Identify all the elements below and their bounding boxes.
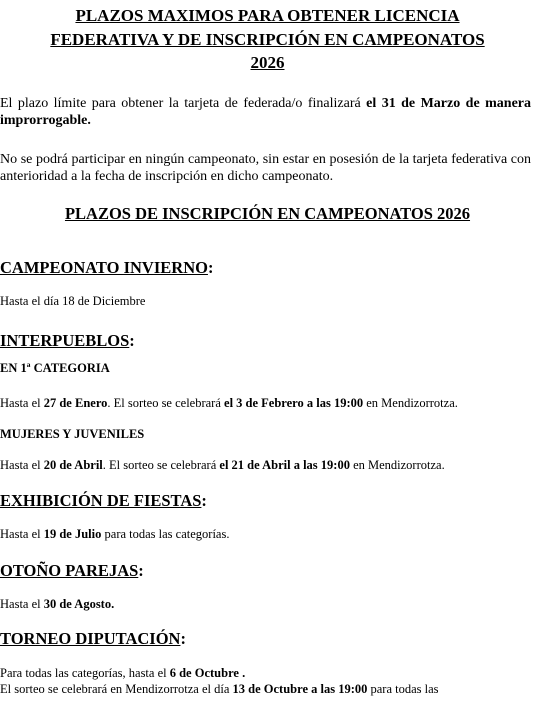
text-fragment: Hasta el: [0, 597, 44, 611]
diputacion-details-line-2: [0, 682, 439, 697]
text-fragment: en Mendizorrotza.: [363, 396, 458, 410]
section-heading-invierno: [0, 258, 213, 278]
interpueblos-category-1-details: [0, 396, 458, 411]
text-fragment: Hasta el: [0, 527, 44, 541]
doc-title-line-1: PLAZOS MAXIMOS PARA OBTENER LICENCIA: [75, 6, 460, 25]
text-fragment: para todas las: [367, 682, 439, 696]
section-subtitle: PLAZOS DE INSCRIPCIÓN EN CAMPEONATOS 2026: [64, 204, 471, 223]
heading-colon: :: [201, 491, 207, 510]
heading-fiestas-text: EXHIBICIÓN DE FIESTAS: [0, 491, 202, 510]
fiestas-details: [0, 527, 229, 542]
text-fragment: El sorteo se celebrará en Mendizorrotza el día: [0, 682, 233, 696]
text-fragment: Hasta el: [0, 458, 44, 472]
heading-otono-text: OTOÑO PAREJAS: [0, 561, 139, 580]
draw-date: el 3 de Febrero a las 19:00: [224, 396, 364, 410]
section-heading-diputacion: [0, 629, 186, 649]
heading-invierno-text: CAMPEONATO INVIERNO: [0, 258, 208, 277]
deadline-date: 19 de Julio: [43, 527, 102, 541]
section-heading-interpueblos: [0, 331, 135, 351]
text-fragment: . El sorteo se celebrará: [102, 458, 220, 472]
draw-date: el 21 de Abril a las 19:00: [219, 458, 350, 472]
intro-paragraph-2: No se podrá participar en ningún campeonato, sin estar en posesión de la tarjeta federativa con anterioridad a la fecha de inscripción en dicho campeonato.: [0, 152, 531, 184]
intro-p1-deadline: el 31 de Marzo de manera improrrogable.: [0, 96, 532, 128]
heading-interpueblos-text: INTERPUEBLOS: [0, 331, 130, 350]
diputacion-details-line-1: [0, 666, 245, 681]
invierno-deadline: Hasta el día 18 de Diciembre: [0, 294, 146, 308]
interpueblos-category-2-details: [0, 458, 445, 473]
heading-colon: :: [129, 331, 135, 350]
text-fragment: en Mendizorrotza.: [349, 458, 445, 472]
section-heading-fiestas: [0, 491, 207, 511]
deadline-date: 20 de Abril: [43, 458, 103, 472]
draw-date: 13 de Octubre a las 19:00: [232, 682, 368, 696]
deadline-date: 30 de Agosto.: [43, 597, 115, 611]
doc-title-line-3: 2026: [250, 53, 285, 72]
intro-p1-text: El plazo límite para obtener la tarjeta de federada/o finalizará: [0, 96, 367, 111]
interpueblos-category-2: MUJERES Y JUVENILES: [0, 427, 145, 441]
text-fragment: Para todas las categorías, hasta el: [0, 666, 170, 680]
deadline-date: 27 de Enero: [43, 396, 108, 410]
section-heading-otono: [0, 561, 144, 581]
text-fragment: Hasta el: [0, 396, 44, 410]
doc-title-line-2: FEDERATIVA Y DE INSCRIPCIÓN EN CAMPEONATOS: [50, 30, 485, 49]
intro-paragraph-1: [0, 95, 531, 129]
text-fragment: para todas las categorías.: [101, 527, 230, 541]
heading-colon: :: [138, 561, 144, 580]
otono-details: [0, 597, 114, 612]
interpueblos-category-1: EN 1ª CATEGORIA: [0, 361, 110, 375]
text-fragment: . El sorteo se celebrará: [107, 396, 225, 410]
heading-colon: :: [180, 629, 186, 648]
heading-diputacion-text: TORNEO DIPUTACIÓN: [0, 629, 181, 648]
heading-colon: :: [207, 258, 214, 277]
deadline-date: 6 de Octubre .: [169, 666, 246, 680]
